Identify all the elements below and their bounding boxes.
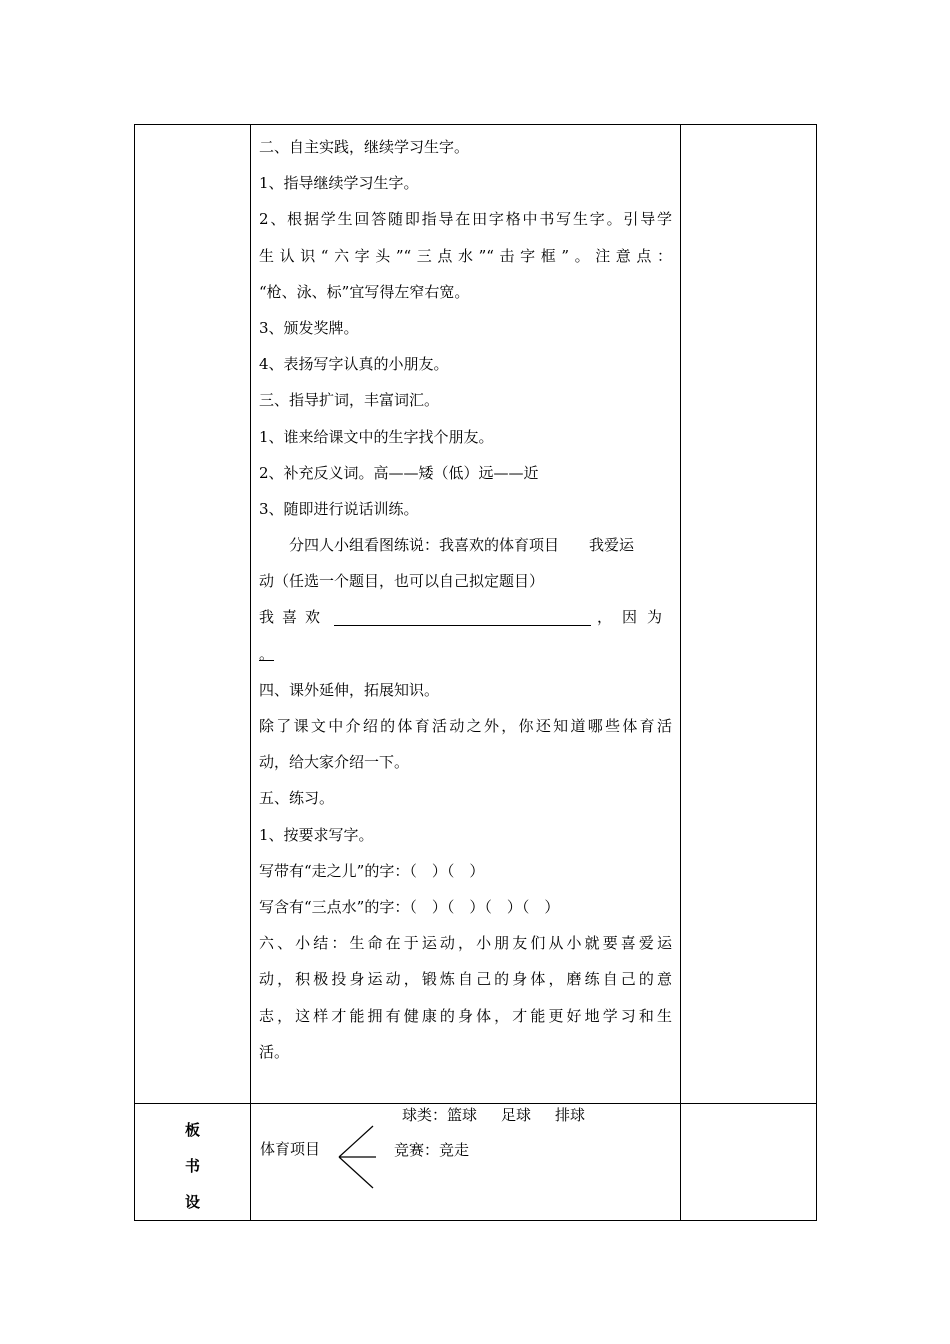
board-label-char: 设 <box>184 1193 200 1211</box>
text-line: 4、表扬写字认真的小朋友。 <box>259 355 449 374</box>
text-line: 1、指导继续学习生字。 <box>259 174 419 193</box>
text-line: 1、谁来给课文中的生字找个朋友。 <box>259 427 494 446</box>
text-line: 动（任选一个题目，也可以自己拟定题目） <box>259 572 545 591</box>
heading-exercise: 五、练习。 <box>259 789 335 808</box>
board-design-row <box>135 1104 817 1221</box>
board-label-char: 板 <box>184 1121 200 1139</box>
board-branch-race: 竞赛：竞走 <box>394 1141 470 1159</box>
text-line: 2、根据学生回答随即指导在田字格中书写生字。引导学 <box>259 210 672 229</box>
text-line: 生认识“六字头”“三点水”“击字框”。注意点： <box>259 246 672 265</box>
text-line: 分四人小组看图练说：我喜欢的体育项目 我爱运 <box>289 536 635 555</box>
text-line: 除了课文中介绍的体育活动之外，你还知道哪些体育活 <box>259 717 672 735</box>
fill-in-left: 我喜欢 <box>259 608 329 627</box>
board-ball-basketball: 球类：篮球 <box>402 1106 478 1124</box>
board-ball-football: 足球 <box>501 1106 532 1124</box>
heading-practice: 二、自主实践，继续学习生字。 <box>259 138 470 156</box>
text-line: 动，给大家介绍一下。 <box>259 753 410 772</box>
text-line: 动，积极投身运动，锻炼自己的身体，磨练自己的意 <box>259 970 672 989</box>
text-line: 1、按要求写字。 <box>259 825 374 844</box>
heading-extension: 四、课外延伸，拓展知识。 <box>259 680 440 699</box>
heading-summary: 六、小结：生命在于运动，小朋友们从小就要喜爱运 <box>259 934 672 953</box>
exercise-line: 写带有“走之儿”的字：（ ）（ ） <box>259 861 485 880</box>
board-diagram-cell <box>251 1104 681 1221</box>
fill-in-sentence <box>259 599 672 635</box>
right-empty-cell <box>681 125 817 1104</box>
board-label-char: 书 <box>184 1157 200 1175</box>
fill-in-end-line <box>259 636 672 672</box>
lesson-plan-table <box>134 124 817 1221</box>
text-line: 3、随即进行说话训练。 <box>259 499 419 518</box>
fill-in-blank <box>334 609 591 626</box>
lesson-content-cell <box>251 125 681 1104</box>
board-root: 体育项目 <box>260 1140 321 1158</box>
heading-vocabulary: 三、指导扩词，丰富词汇。 <box>259 391 440 410</box>
text-line: 2、补充反义词。高——矮（低）远——近 <box>259 463 539 482</box>
branch-line-lower <box>339 1157 373 1188</box>
board-branch-ball <box>402 1104 585 1125</box>
left-empty-cell <box>135 125 251 1104</box>
fill-in-right: ，因为 <box>596 608 672 627</box>
board-right-cell <box>681 1104 817 1221</box>
board-label-cell <box>135 1104 251 1221</box>
lesson-main-row <box>135 125 817 1104</box>
fill-in-end: 。 <box>259 644 275 663</box>
branch-line-upper <box>339 1126 373 1157</box>
text-line: 3、颁发奖牌。 <box>259 318 359 337</box>
text-line: 活。 <box>259 1042 290 1061</box>
text-line: 志，这样才能拥有健康的身体，才能更好地学习和生 <box>259 1006 672 1025</box>
text-line: “枪、泳、标”宜写得左窄右宽。 <box>259 282 470 301</box>
board-ball-volleyball: 排球 <box>555 1106 586 1124</box>
exercise-line: 写含有“三点水”的字：（ ）（ ）（ ）（ ） <box>259 897 560 916</box>
